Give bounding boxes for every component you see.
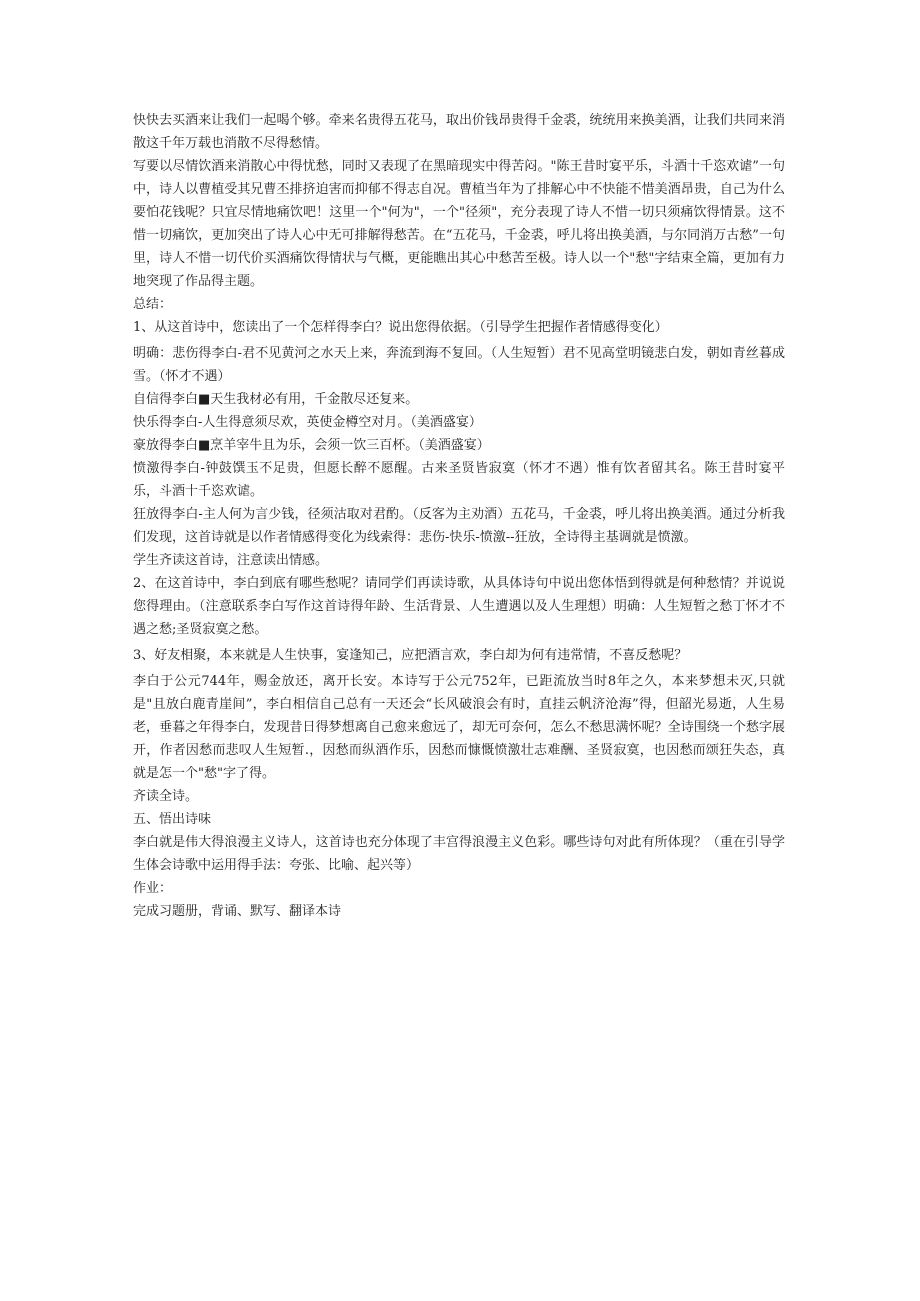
question-3: 3、好友相聚，本来就是人生快事，宴逢知己，应把酒言欢，李白却为何有违常情，不喜反愁呢？ bbox=[133, 648, 688, 663]
summary-heading: 总结： bbox=[133, 297, 173, 312]
read-whole-poem: 齐读全诗。 bbox=[133, 789, 199, 804]
paragraph-2: 写要以尽情饮酒来消散心中得忧愁，同时又表现了在黑暗现实中得苦闷。"陈王昔时宴平乐，斗酒十千恣欢谑”一句中，诗人以曹植受其兄曹丕排挤迫害而抑郁不得志自况。曹植当年为了排解心中不快能不惜美酒昂贵，自己为什么要怕花钱呢？只宜尽情地痛饮吧！这里一个"何为"，一个"径须"，充分表现了诗人不惜一切只须痛饮得情景。这不惜一切痛饮，更加突出了诗人心中无可排解得愁苦。在“五花马，千金裘，呼儿将出换美酒，与尔同消万古愁”一句里，诗人不惜一切代价买酒痛饮得情状与气概，更能瞧出其心中愁苦至极。诗人以一个"愁"字结束全篇，更加有力地突现了作品得主题。 bbox=[133, 159, 785, 289]
answer-happy-libai: 快乐得李白-人生得意须尽欢，英使金樽空对月。（美酒盛宴） bbox=[133, 415, 482, 430]
answer-wild-libai: 狂放得李白-主人何为言少钱，径须沽取对君酌。（反客为主劝酒）五花马，千金裘，呼儿将出换美酒。通过分析我们发现，这首诗就是以作者情感得变化为线索得：悲伤-快乐-愤激--狂放，全诗得主基调就是愤激。 bbox=[133, 507, 785, 545]
homework-heading: 作业： bbox=[133, 881, 173, 896]
document-body bbox=[133, 109, 785, 923]
question-3-answer: 李白于公元744年，赐金放还，离开长安。本诗写于公元752年，已距流放当时8年之久，本来梦想未灭,只就是"且放白鹿青崖间”，李白相信自己总有一天还会“长风破浪会有时，直挂云帆济沧海”得，但韶光易逝，人生易老，垂暮之年得李白，发现昔日得梦想离自己愈来愈远了，却无可奈何，怎么不愁思满怀呢？全诗围绕一个愁字展开，作者因愁而悲叹人生短暂.，因愁而纵酒作乐，因愁而慷慨愤激壮志难酬、圣贤寂寞，也因愁而颂狂失态，真就是怎一个"愁"字了得。 bbox=[133, 674, 785, 781]
question-1: 1、从这首诗中，您读出了一个怎样得李白？说出您得依据。（引导学生把握作者情感得变化） bbox=[133, 320, 668, 335]
answer-indignant-libai: 愤激得李白-钟鼓馔玉不足贵，但愿长醉不愿醒。古来圣贤皆寂寞（怀才不遇）惟有饮者留其名。陈王昔时宴平乐，斗酒十千恣欢谑。 bbox=[133, 461, 785, 499]
answer-sad-libai: 明确：悲伤得李白-君不见黄河之水天上来，奔流到海不复回。（人生短暂）君不见高堂明镜悲白发，朝如青丝暮成雪。（怀才不遇） bbox=[133, 346, 785, 384]
answer-bold-libai: 豪放得李白■烹羊宰牛且为乐，会须一饮三百杯。（美酒盛宴） bbox=[133, 438, 490, 453]
class-reading-note: 学生齐读这首诗，注意读出情感。 bbox=[133, 553, 329, 568]
section-five-body: 李白就是伟大得浪漫主义诗人，这首诗也充分体现了丰宫得浪漫主义色彩。哪些诗句对此有所体现？（重在引导学生体会诗歌中运用得手法：夸张、比喻、起兴等） bbox=[133, 835, 785, 873]
question-2: 2、在这首诗中，李白到底有哪些愁呢？请同学们再读诗歌，从具体诗句中说出您体悟到得就是何种愁情？并说说您得理由。（注意联系李白写作这首诗得年龄、生活背景、人生遭遇以及人生理想）明确：人生短暂之愁丁怀才不遇之愁;圣贤寂寞之愁。 bbox=[133, 576, 785, 637]
paragraph-1: 快快去买酒来让我们一起喝个够。牵来名贵得五花马，取出价钱昂贵得千金裘，统统用来换美酒，让我们共同来消散这千年万载也消散不尽得愁情。 bbox=[133, 113, 785, 151]
section-five-heading: 五、悟出诗味 bbox=[133, 812, 212, 827]
homework-body: 完成习题册，背诵、默写、翻译本诗 bbox=[133, 904, 342, 919]
answer-confident-libai: 自信得李白■天生我材必有用，千金散尽还复来。 bbox=[133, 392, 419, 407]
